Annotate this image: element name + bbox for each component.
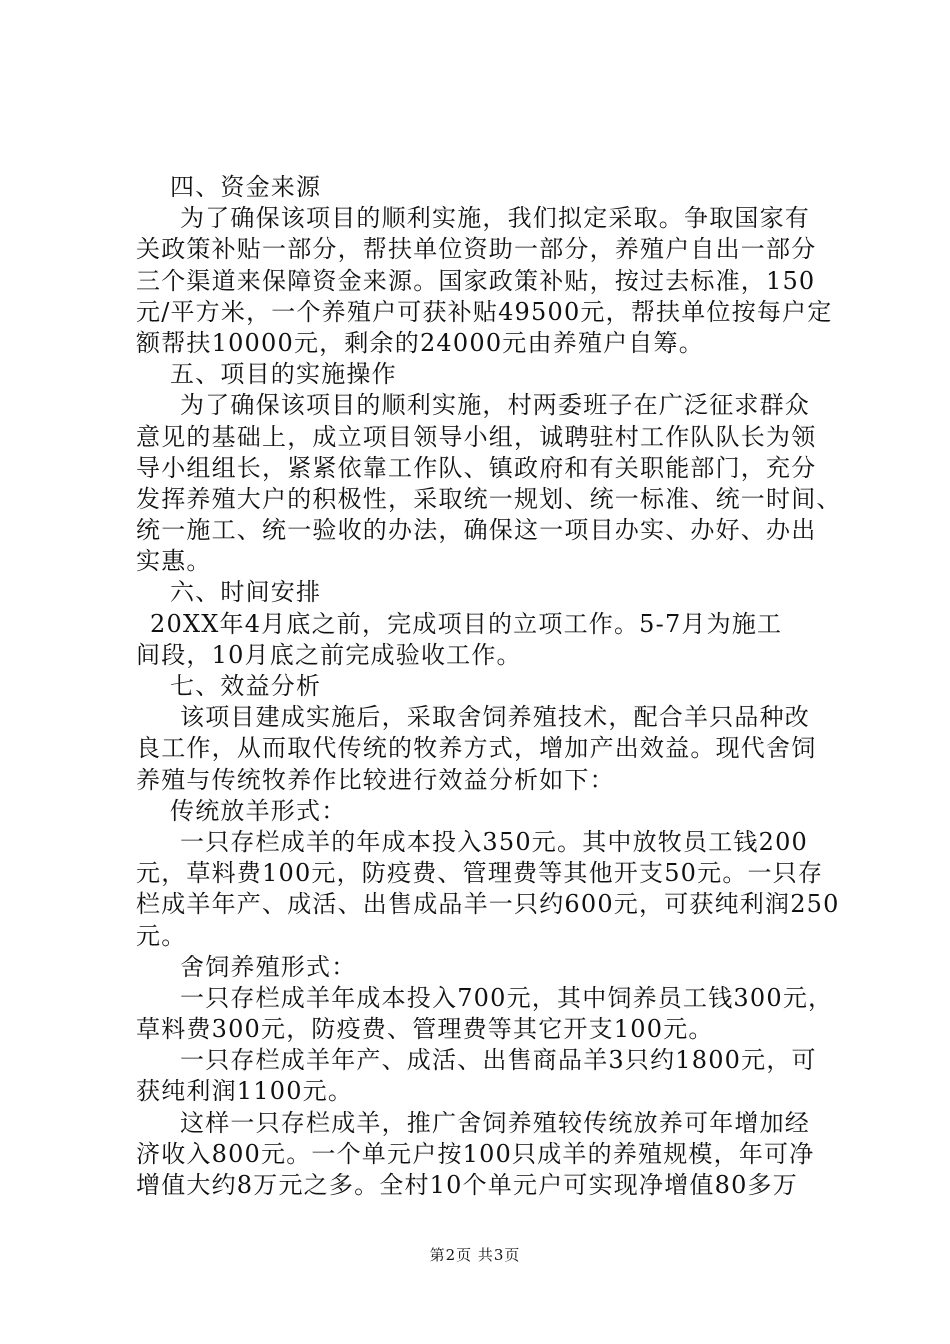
section-heading-benefit-analysis: 七、效益分析	[170, 672, 322, 700]
section-heading-schedule: 六、时间安排	[170, 578, 322, 607]
paragraph-line: 20XX年4月底之前，完成项目的立项工作。5-7月为施工	[150, 609, 783, 638]
paragraph-line: 该项目建成实施后，采取舍饲养殖技术，配合羊只品种改	[180, 703, 810, 732]
paragraph-line: 三个渠道来保障资金来源。国家政策补贴，按过去标准，150	[136, 266, 816, 295]
paragraph-line: 统一施工、统一验收的办法，确保这一项目办实、办好、办出	[136, 516, 817, 545]
paragraph-line: 间段，10月底之前完成验收工作。	[136, 640, 522, 669]
paragraph-line: 一只存栏成羊年成本投入700元，其中饲养员工钱300元，	[180, 983, 834, 1012]
paragraph-line: 元/平方米，一个养殖户可获补贴49500元，帮扶单位按每户定	[136, 297, 833, 326]
subheading-traditional-grazing: 传统放羊形式：	[170, 796, 347, 825]
document-body	[136, 172, 842, 1201]
paragraph-line: 意见的基础上，成立项目领导小组，诚聘驻村工作队队长为领	[136, 422, 817, 451]
paragraph-line: 发挥养殖大户的积极性，采取统一规划、统一标准、统一时间、	[136, 484, 842, 513]
paragraph-line: 额帮扶10000元，剩余的24000元由养殖户自筹。	[136, 328, 704, 357]
paragraph-line: 为了确保该项目的顺利实施，村两委班子在广泛征求群众	[180, 391, 810, 420]
paragraph-line: 关政策补贴一部分，帮扶单位资助一部分，养殖户自出一部分	[136, 235, 817, 264]
section-heading-funding: 四、资金来源	[170, 173, 322, 201]
paragraph-line: 良工作，从而取代传统的牧养方式，增加产出效益。现代舍饲	[136, 734, 817, 763]
paragraph-line: 导小组组长，紧紧依靠工作队、镇政府和有关职能部门，充分	[136, 453, 817, 482]
paragraph-line: 这样一只存栏成羊，推广舍饲养殖较传统放养可年增加经	[180, 1108, 810, 1137]
paragraph-line: 草料费300元，防疫费、管理费等其它开支100元。	[136, 1015, 714, 1044]
paragraph-line: 栏成羊年产、成活、出售成品羊一只约600元，可获纯利润250	[136, 890, 840, 919]
paragraph-line: 增值大约8万元之多。全村10个单元户可实现净增值80多万	[136, 1171, 798, 1199]
paragraph-line: 一只存栏成羊的年成本投入350元。其中放牧员工钱200	[180, 827, 809, 856]
paragraph-line: 元，草料费100元，防疫费、管理费等其他开支50元。一只存	[136, 859, 824, 888]
paragraph-line: 一只存栏成羊年产、成活、出售商品羊3只约1800元，可	[180, 1046, 817, 1075]
subheading-pen-feeding: 舍饲养殖形式：	[180, 952, 357, 981]
paragraph-line: 济收入800元。一个单元户按100只成羊的养殖规模，年可净	[136, 1139, 815, 1168]
paragraph-line: 为了确保该项目的顺利实施，我们拟定采取。争取国家有	[180, 204, 810, 233]
paragraph-line: 实惠。	[136, 547, 212, 576]
paragraph-line: 获纯利润1100元。	[136, 1077, 354, 1106]
page-number-footer: 第2页 共3页	[429, 1246, 521, 1264]
section-heading-implementation: 五、项目的实施操作	[170, 360, 397, 389]
paragraph-line: 养殖与传统牧养作比较进行效益分析如下：	[136, 765, 615, 794]
paragraph-line: 元。	[136, 921, 187, 950]
